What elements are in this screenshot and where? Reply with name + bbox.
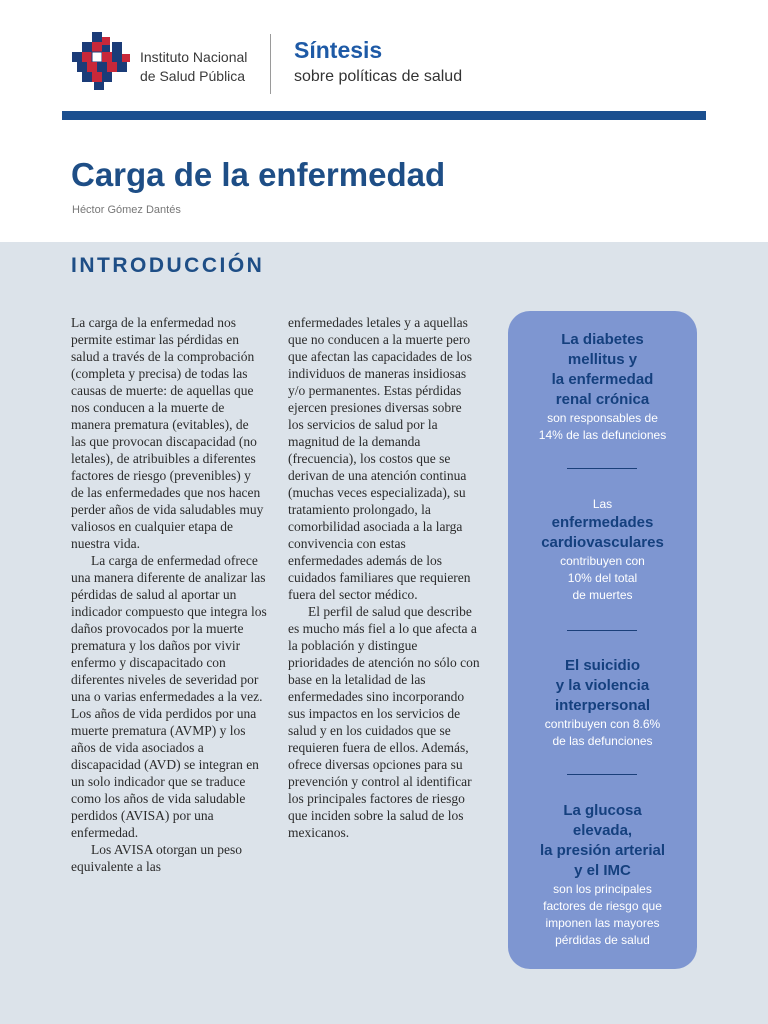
fact-title-line: enfermedades (551, 514, 654, 531)
brand-title: Síntesis (294, 37, 383, 63)
header-divider (270, 34, 271, 94)
fact-text (508, 410, 697, 444)
fact-text-line: 10% del total (567, 571, 638, 585)
fact-text-line: 14% de las defunciones (538, 428, 667, 442)
fact-text-line: son responsables de (547, 411, 658, 425)
fact-title-line: la enfermedad (551, 371, 654, 388)
fact-divider (567, 774, 637, 775)
fact-title (508, 656, 697, 716)
fact-title-line: mellitus y (567, 351, 638, 368)
text-column-1 (71, 314, 267, 875)
fact-title-line: y la violencia (555, 677, 650, 694)
article-title: Carga de la enfermedad (71, 156, 446, 193)
fact-title (508, 801, 697, 881)
fact-text (508, 881, 697, 949)
fact-title-line: la presión arterial (539, 842, 666, 859)
fact-title (508, 330, 697, 410)
fact-title-line: La diabetes (561, 331, 644, 348)
header-rule (62, 111, 706, 120)
fact-risk-factors (508, 801, 697, 949)
paragraph: Los AVISA otorgan un peso equivalente a las (71, 842, 243, 874)
fact-title-line: La glucosa (563, 802, 642, 819)
paragraph: enfermedades letales y a aquellas que no conducen a la muerte pero que afectan las capacidades de los individuos de maneras insidiosas y/o permanentes. Estas pérdidas ejercen presiones diversas sobre los servicios de salud por la magnitud de la demanda (frecuencia), los costos que se derivan de una atención continua (muchas veces especializada), su tratamiento prolongado, la comorbilidad asociada a la larga convivencia con estas enfermedades además de los cuidados familiares que requieren fuera del sector médico. (288, 315, 473, 602)
fact-text-line: de muertes (572, 588, 633, 602)
publication-brand (294, 36, 462, 86)
fact-divider (567, 468, 637, 469)
institution-name (140, 48, 247, 86)
brand-subtitle: sobre políticas de salud (294, 68, 463, 85)
fact-title-line: interpersonal (554, 697, 651, 714)
fact-title-line: elevada, (572, 822, 633, 839)
fact-title (508, 513, 697, 553)
article-author: Héctor Gómez Dantés (72, 204, 181, 216)
fact-text-line: contribuyen con (560, 554, 645, 568)
paragraph: La carga de enfermedad ofrece una manera diferente de analizar las pérdidas de salud al aportar un indicador compuesto que integra los daños provocados por la muerte prematura y los daños por vivir enfermo y discapacitado con diferentes niveles de severidad por una o varias enfermedades a la vez. Los años de vida perdidos por una muerte prematura (AVMP) y los años de vida asociados a discapacidad (AVD) se integran en un solo indicador que se traduce como los años de vida saludable perdidos (AVISA) por una enfermedad. (71, 553, 267, 840)
fact-text-line: factores de riesgo que (543, 899, 662, 913)
fact-pre-text: Las (592, 497, 613, 511)
institution-line-1: Instituto Nacional (140, 49, 248, 65)
paragraph: La carga de la enfermedad nos permite estimar las pérdidas en salud a través de la comprobación (completa y precisa) de todas las causas de muerte: de aquellas que nos conducen a la muerte de manera prematura (evitables), de las que provocan discapacidad (no letales), de atribuibles a diferentes factores de riesgo (prevenibles) y de las enfermedades que nos hacen perder años de vida saludables muy valiosos en cualquier etapa de nuestra vida. (71, 315, 264, 551)
key-facts-sidebar (508, 311, 697, 969)
fact-text-line: pérdidas de salud (555, 933, 650, 947)
fact-cardiovascular (508, 496, 697, 604)
fact-title-line: cardiovasculares (541, 534, 664, 551)
fact-text (508, 553, 697, 604)
fact-title-line: renal crónica (555, 391, 650, 408)
fact-text-line: de las defunciones (552, 734, 653, 748)
insp-logo-icon (72, 32, 132, 92)
fact-text-line: son los principales (553, 882, 652, 896)
institution-line-2: de Salud Pública (140, 68, 246, 84)
fact-suicide (508, 656, 697, 750)
fact-text-line: imponen las mayores (545, 916, 660, 930)
fact-divider (567, 630, 637, 631)
text-column-2 (288, 314, 480, 841)
fact-title-line: y el IMC (574, 862, 631, 879)
fact-text (508, 716, 697, 750)
fact-text-line: contribuyen con 8.6% (544, 717, 661, 731)
fact-diabetes (508, 330, 697, 444)
paragraph: El perfil de salud que describe es mucho más fiel a lo que afecta a la población y distingue prioridades de atención no sólo con base en la letalidad de las enfermedades sino incorporando sus impactos en los servicios de salud y en los cuidados que se requieren fuera de ellos. Además, ofrece diversas opciones para su prevención y control al identificar los principales factores de riesgo que inciden sobre la salud de los mexicanos. (288, 604, 480, 840)
section-heading: INTRODUCCIÓN (71, 254, 265, 277)
fact-title-line: El suicidio (564, 657, 640, 674)
